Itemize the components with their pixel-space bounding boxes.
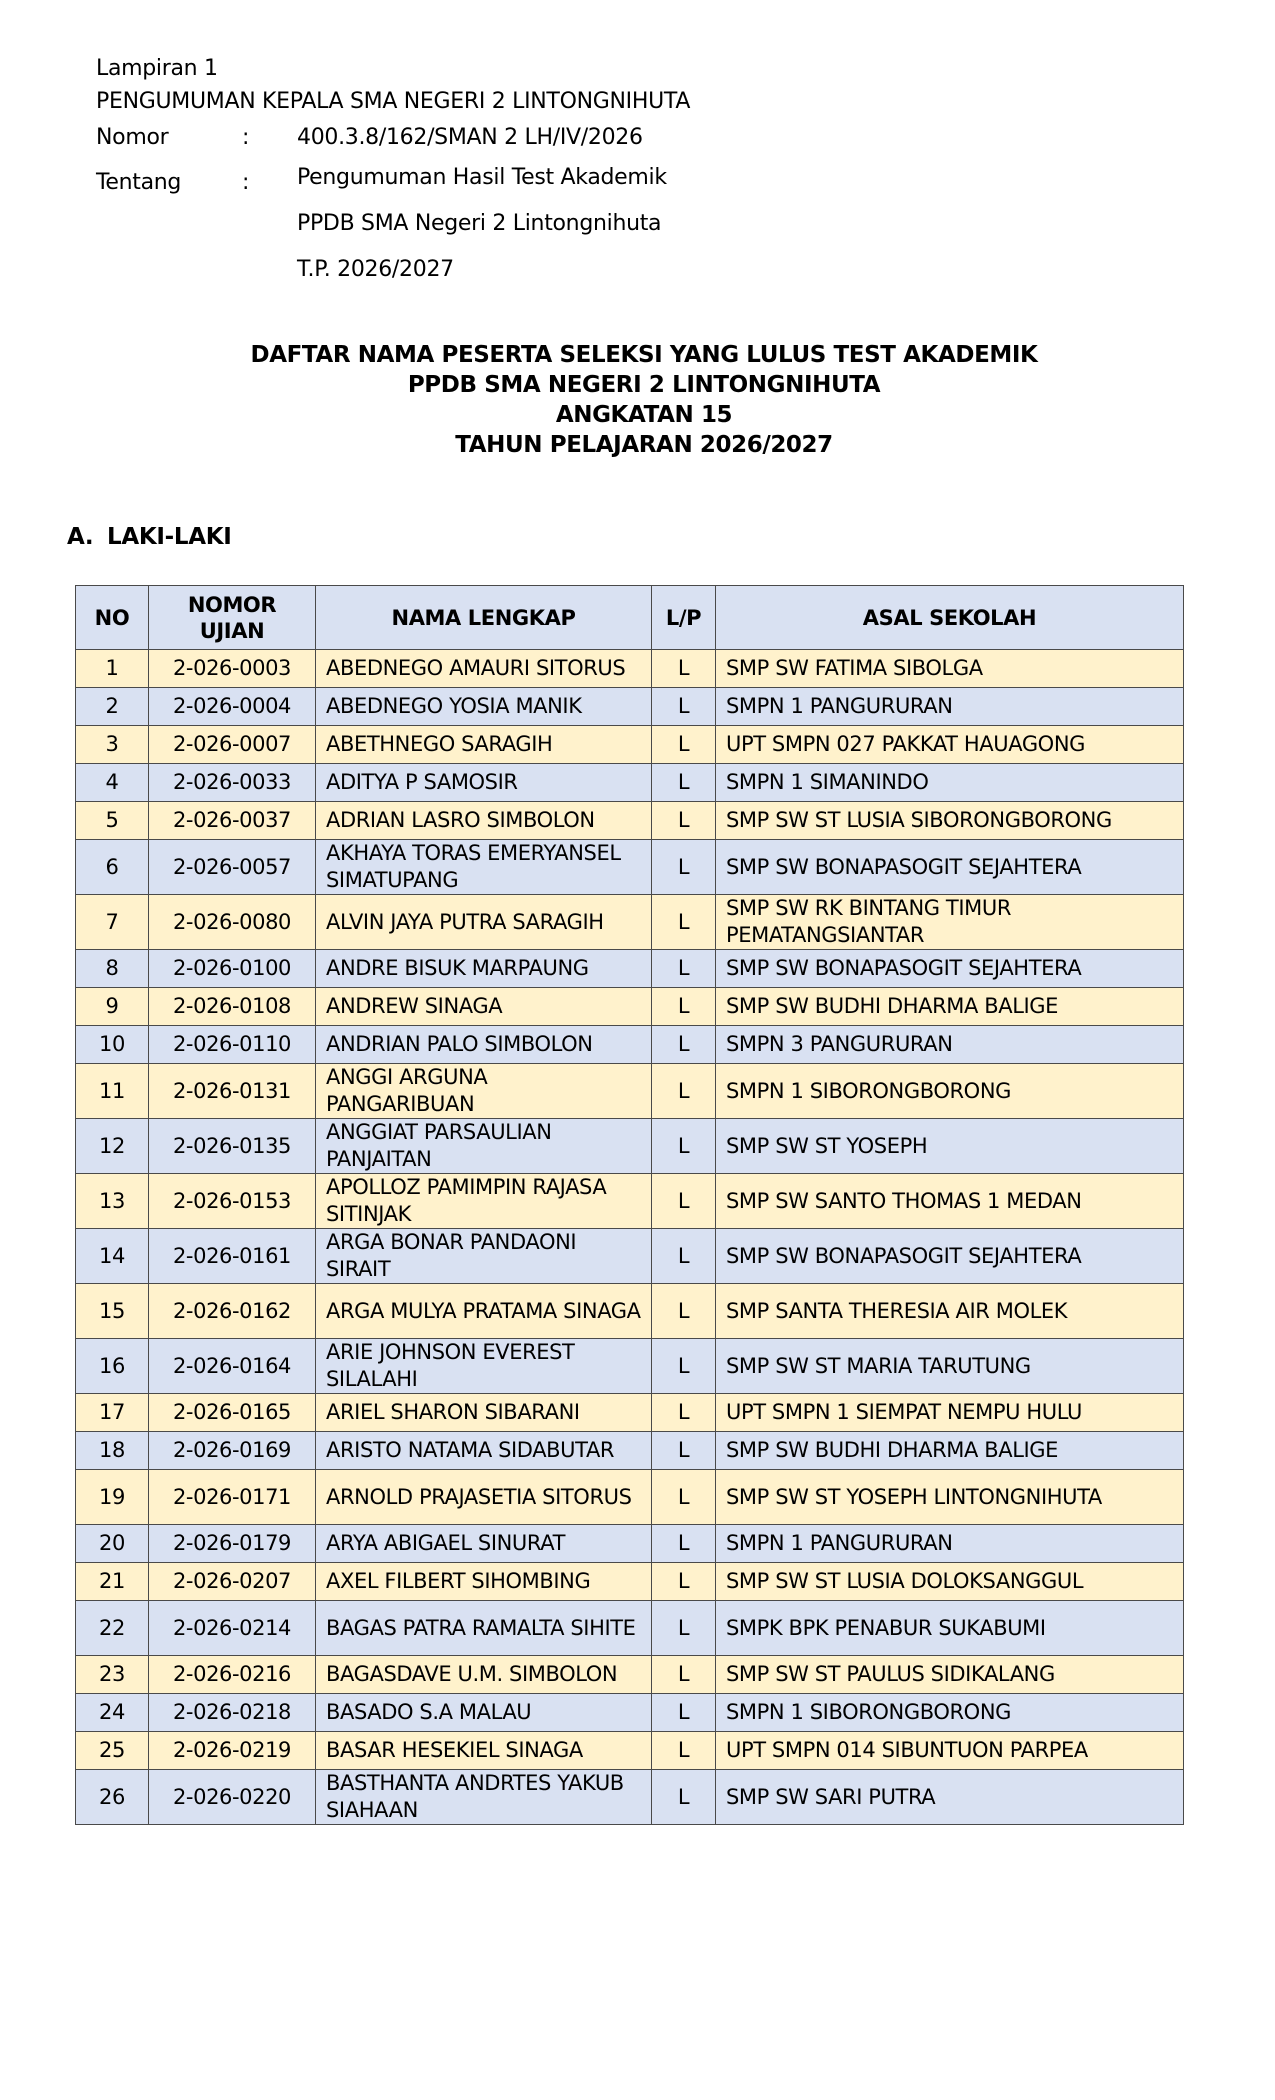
title-line-4: TAHUN PELAJARAN 2026/2027 <box>455 432 833 458</box>
table-row <box>76 1174 1184 1229</box>
cell-asal-sekolah: SMP SW ST PAULUS SIDIKALANG <box>716 1656 1184 1694</box>
cell-asal-sekolah: SMPN 1 SIBORONGBORONG <box>716 1694 1184 1732</box>
cell-lp: L <box>652 950 716 988</box>
cell-lp: L <box>652 840 716 895</box>
cell-nomor-ujian: 2-026-0179 <box>149 1525 316 1563</box>
cell-nama-lengkap: BASTHANTA ANDRTES YAKUB SIAHAAN <box>316 1770 652 1825</box>
cell-nama-lengkap: ADRIAN LASRO SIMBOLON <box>316 802 652 840</box>
column-header-asal-sekolah: ASAL SEKOLAH <box>716 586 1184 650</box>
cell-asal-sekolah: SMPN 1 SIMANINDO <box>716 764 1184 802</box>
column-header-lp: L/P <box>652 586 716 650</box>
column-header-nama-lengkap: NAMA LENGKAP <box>316 586 652 650</box>
table-row <box>76 1229 1184 1284</box>
cell-nama-lengkap: ARNOLD PRAJASETIA SITORUS <box>316 1470 652 1525</box>
cell-no: 21 <box>76 1563 149 1601</box>
table-row <box>76 840 1184 895</box>
cell-no: 7 <box>76 895 149 950</box>
cell-no: 12 <box>76 1119 149 1174</box>
cell-nomor-ujian: 2-026-0219 <box>149 1732 316 1770</box>
column-header-no: NO <box>76 586 149 650</box>
table-row <box>76 1119 1184 1174</box>
section-number: A. <box>67 524 94 550</box>
cell-lp: L <box>652 1174 716 1229</box>
cell-lp: L <box>652 1119 716 1174</box>
cell-nama-lengkap: ANDRIAN PALO SIMBOLON <box>316 1026 652 1064</box>
cell-nama-lengkap: ANGGIAT PARSAULIAN PANJAITAN <box>316 1119 652 1174</box>
cell-nama-lengkap: ARIEL SHARON SIBARANI <box>316 1394 652 1432</box>
cell-nomor-ujian: 2-026-0131 <box>149 1064 316 1119</box>
table-row <box>76 650 1184 688</box>
table-row <box>76 1026 1184 1064</box>
table-row <box>76 950 1184 988</box>
cell-no: 19 <box>76 1470 149 1525</box>
cell-nomor-ujian: 2-026-0003 <box>149 650 316 688</box>
cell-lp: L <box>652 688 716 726</box>
cell-no: 18 <box>76 1432 149 1470</box>
cell-nama-lengkap: ABETHNEGO SARAGIH <box>316 726 652 764</box>
table-body <box>76 650 1184 1825</box>
cell-nomor-ujian: 2-026-0218 <box>149 1694 316 1732</box>
cell-no: 25 <box>76 1732 149 1770</box>
table-row <box>76 802 1184 840</box>
title-line-3: ANGKATAN 15 <box>555 402 733 428</box>
cell-no: 5 <box>76 802 149 840</box>
table-row <box>76 1601 1184 1656</box>
cell-asal-sekolah: SMP SW BONAPASOGIT SEJAHTERA <box>716 840 1184 895</box>
cell-asal-sekolah: SMP SW ST LUSIA DOLOKSANGGUL <box>716 1563 1184 1601</box>
cell-asal-sekolah: SMP SW SANTO THOMAS 1 MEDAN <box>716 1174 1184 1229</box>
table-row <box>76 688 1184 726</box>
nomor-value: 400.3.8/162/SMAN 2 LH/IV/2026 <box>297 125 643 150</box>
table-row <box>76 1470 1184 1525</box>
cell-nomor-ujian: 2-026-0216 <box>149 1656 316 1694</box>
cell-asal-sekolah: SMP SW FATIMA SIBOLGA <box>716 650 1184 688</box>
cell-nama-lengkap: AXEL FILBERT SIHOMBING <box>316 1563 652 1601</box>
cell-asal-sekolah: SMP SW ST YOSEPH <box>716 1119 1184 1174</box>
table-row <box>76 1394 1184 1432</box>
cell-no: 23 <box>76 1656 149 1694</box>
cell-nomor-ujian: 2-026-0080 <box>149 895 316 950</box>
cell-no: 9 <box>76 988 149 1026</box>
title-line-1: DAFTAR NAMA PESERTA SELEKSI YANG LULUS TEST AKADEMIK <box>250 342 1038 368</box>
cell-nomor-ujian: 2-026-0033 <box>149 764 316 802</box>
cell-nama-lengkap: BAGASDAVE U.M. SIMBOLON <box>316 1656 652 1694</box>
announcement-title: PENGUMUMAN KEPALA SMA NEGERI 2 LINTONGNIHUTA <box>96 89 691 114</box>
table-row <box>76 1694 1184 1732</box>
cell-nama-lengkap: ARGA MULYA PRATAMA SINAGA <box>316 1284 652 1339</box>
table-row <box>76 1339 1184 1394</box>
cell-nama-lengkap: BASADO S.A MALAU <box>316 1694 652 1732</box>
cell-asal-sekolah: SMPK BPK PENABUR SUKABUMI <box>716 1601 1184 1656</box>
cell-no: 20 <box>76 1525 149 1563</box>
table-row <box>76 726 1184 764</box>
cell-no: 11 <box>76 1064 149 1119</box>
table-row <box>76 1432 1184 1470</box>
nomor-label: Nomor <box>96 125 169 150</box>
cell-lp: L <box>652 650 716 688</box>
tentang-line-3: T.P. 2026/2027 <box>297 257 454 282</box>
table-row <box>76 1732 1184 1770</box>
column-header-nomor-ujian <box>149 586 316 650</box>
section-label: LAKI-LAKI <box>107 524 232 550</box>
cell-nama-lengkap: ANDRE BISUK MARPAUNG <box>316 950 652 988</box>
cell-nomor-ujian: 2-026-0220 <box>149 1770 316 1825</box>
cell-asal-sekolah: SMP SANTA THERESIA AIR MOLEK <box>716 1284 1184 1339</box>
table-row <box>76 1525 1184 1563</box>
cell-asal-sekolah: SMP SW BONAPASOGIT SEJAHTERA <box>716 950 1184 988</box>
cell-no: 4 <box>76 764 149 802</box>
cell-nama-lengkap: ARYA ABIGAEL SINURAT <box>316 1525 652 1563</box>
cell-lp: L <box>652 1656 716 1694</box>
nomor-colon: : <box>242 125 250 150</box>
table-row <box>76 1563 1184 1601</box>
cell-asal-sekolah: SMP SW BUDHI DHARMA BALIGE <box>716 988 1184 1026</box>
cell-nomor-ujian: 2-026-0214 <box>149 1601 316 1656</box>
column-header-nomor-line-1: NOMOR <box>187 592 277 617</box>
tentang-label: Tentang <box>96 170 182 195</box>
cell-lp: L <box>652 1284 716 1339</box>
table-row <box>76 1770 1184 1825</box>
cell-lp: L <box>652 1525 716 1563</box>
cell-lp: L <box>652 726 716 764</box>
cell-asal-sekolah: UPT SMPN 014 SIBUNTUON PARPEA <box>716 1732 1184 1770</box>
cell-nomor-ujian: 2-026-0153 <box>149 1174 316 1229</box>
cell-asal-sekolah: UPT SMPN 027 PAKKAT HAUAGONG <box>716 726 1184 764</box>
cell-asal-sekolah: SMPN 1 PANGURURAN <box>716 1525 1184 1563</box>
cell-asal-sekolah: SMP SW ST LUSIA SIBORONGBORONG <box>716 802 1184 840</box>
cell-nama-lengkap: AKHAYA TORAS EMERYANSEL SIMATUPANG <box>316 840 652 895</box>
cell-nomor-ujian: 2-026-0057 <box>149 840 316 895</box>
cell-asal-sekolah: SMP SW SARI PUTRA <box>716 1770 1184 1825</box>
title-line-2: PPDB SMA NEGERI 2 LINTONGNIHUTA <box>407 372 881 398</box>
cell-nama-lengkap: APOLLOZ PAMIMPIN RAJASA SITINJAK <box>316 1174 652 1229</box>
cell-asal-sekolah: SMPN 1 PANGURURAN <box>716 688 1184 726</box>
cell-asal-sekolah: SMP SW ST MARIA TARUTUNG <box>716 1339 1184 1394</box>
cell-lp: L <box>652 1732 716 1770</box>
cell-lp: L <box>652 1339 716 1394</box>
cell-nama-lengkap: ARISTO NATAMA SIDABUTAR <box>316 1432 652 1470</box>
cell-lp: L <box>652 1064 716 1119</box>
cell-lp: L <box>652 1601 716 1656</box>
cell-lp: L <box>652 1770 716 1825</box>
cell-nama-lengkap: ADITYA P SAMOSIR <box>316 764 652 802</box>
cell-nomor-ujian: 2-026-0161 <box>149 1229 316 1284</box>
cell-lp: L <box>652 764 716 802</box>
cell-no: 16 <box>76 1339 149 1394</box>
cell-asal-sekolah: SMP SW BONAPASOGIT SEJAHTERA <box>716 1229 1184 1284</box>
participants-table <box>75 585 1184 1825</box>
cell-no: 1 <box>76 650 149 688</box>
cell-no: 15 <box>76 1284 149 1339</box>
cell-nomor-ujian: 2-026-0004 <box>149 688 316 726</box>
cell-no: 8 <box>76 950 149 988</box>
cell-lp: L <box>652 1432 716 1470</box>
cell-asal-sekolah: SMP SW BUDHI DHARMA BALIGE <box>716 1432 1184 1470</box>
cell-nomor-ujian: 2-026-0207 <box>149 1563 316 1601</box>
cell-nama-lengkap: ABEDNEGO YOSIA MANIK <box>316 688 652 726</box>
cell-no: 14 <box>76 1229 149 1284</box>
cell-no: 3 <box>76 726 149 764</box>
cell-nama-lengkap: ARGA BONAR PANDAONI SIRAIT <box>316 1229 652 1284</box>
cell-lp: L <box>652 1394 716 1432</box>
cell-nomor-ujian: 2-026-0162 <box>149 1284 316 1339</box>
cell-no: 10 <box>76 1026 149 1064</box>
cell-lp: L <box>652 1470 716 1525</box>
cell-lp: L <box>652 1026 716 1064</box>
cell-lp: L <box>652 1563 716 1601</box>
tentang-line-2: PPDB SMA Negeri 2 Lintongnihuta <box>297 211 662 236</box>
table-row <box>76 1064 1184 1119</box>
table-row <box>76 1656 1184 1694</box>
cell-no: 2 <box>76 688 149 726</box>
cell-asal-sekolah: SMP SW ST YOSEPH LINTONGNIHUTA <box>716 1470 1184 1525</box>
cell-asal-sekolah: SMPN 1 SIBORONGBORONG <box>716 1064 1184 1119</box>
cell-no: 26 <box>76 1770 149 1825</box>
cell-nama-lengkap: ANDREW SINAGA <box>316 988 652 1026</box>
cell-lp: L <box>652 988 716 1026</box>
cell-no: 17 <box>76 1394 149 1432</box>
cell-nomor-ujian: 2-026-0108 <box>149 988 316 1026</box>
cell-nomor-ujian: 2-026-0165 <box>149 1394 316 1432</box>
cell-nomor-ujian: 2-026-0100 <box>149 950 316 988</box>
cell-asal-sekolah: SMP SW RK BINTANG TIMUR PEMATANGSIANTAR <box>716 895 1184 950</box>
cell-nomor-ujian: 2-026-0110 <box>149 1026 316 1064</box>
cell-lp: L <box>652 1694 716 1732</box>
cell-asal-sekolah: UPT SMPN 1 SIEMPAT NEMPU HULU <box>716 1394 1184 1432</box>
table-row <box>76 895 1184 950</box>
table-row <box>76 764 1184 802</box>
cell-nomor-ujian: 2-026-0007 <box>149 726 316 764</box>
cell-nomor-ujian: 2-026-0171 <box>149 1470 316 1525</box>
attachment-label: Lampiran 1 <box>96 56 218 81</box>
cell-nama-lengkap: BASAR HESEKIEL SINAGA <box>316 1732 652 1770</box>
cell-nomor-ujian: 2-026-0037 <box>149 802 316 840</box>
document-title <box>0 340 1275 460</box>
tentang-line-1: Pengumuman Hasil Test Akademik <box>297 165 667 190</box>
cell-no: 6 <box>76 840 149 895</box>
cell-nomor-ujian: 2-026-0164 <box>149 1339 316 1394</box>
cell-lp: L <box>652 802 716 840</box>
cell-nama-lengkap: ANGGI ARGUNA PANGARIBUAN <box>316 1064 652 1119</box>
table-row <box>76 1284 1184 1339</box>
cell-lp: L <box>652 1229 716 1284</box>
cell-nama-lengkap: ABEDNEGO AMAURI SITORUS <box>316 650 652 688</box>
column-header-nomor-line-2: UJIAN <box>199 618 265 643</box>
cell-nomor-ujian: 2-026-0135 <box>149 1119 316 1174</box>
cell-nama-lengkap: ARIE JOHNSON EVEREST SILALAHI <box>316 1339 652 1394</box>
cell-no: 22 <box>76 1601 149 1656</box>
cell-no: 24 <box>76 1694 149 1732</box>
section-heading <box>67 524 232 550</box>
tentang-colon: : <box>242 170 250 195</box>
cell-asal-sekolah: SMPN 3 PANGURURAN <box>716 1026 1184 1064</box>
cell-nama-lengkap: ALVIN JAYA PUTRA SARAGIH <box>316 895 652 950</box>
table-row <box>76 988 1184 1026</box>
cell-nama-lengkap: BAGAS PATRA RAMALTA SIHITE <box>316 1601 652 1656</box>
table-header-row <box>76 586 1184 650</box>
cell-no: 13 <box>76 1174 149 1229</box>
cell-lp: L <box>652 895 716 950</box>
cell-nomor-ujian: 2-026-0169 <box>149 1432 316 1470</box>
